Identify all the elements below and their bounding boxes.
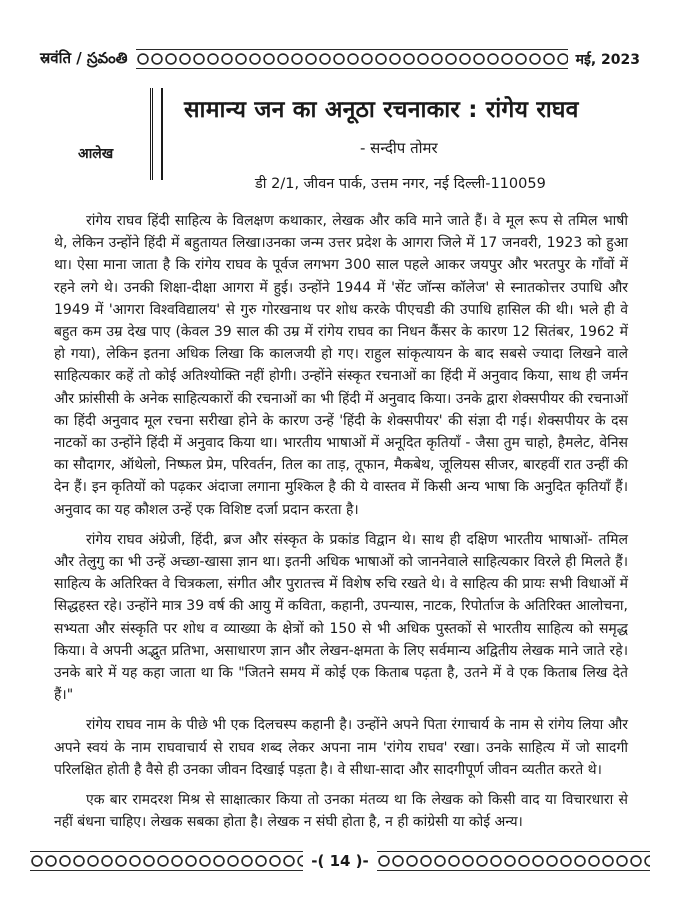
article-title: सामान्य जन का अनूठा रचनाकार : रांगेय राघव: [184, 97, 579, 123]
paragraph: रांगेय राघव अंग्रेजी, हिंदी, ब्रज और संस्कृत के प्रकांड विद्वान थे। साथ ही दक्षिण भारतीय भाषाओं- तमिल और तेलुगु का भी उन्हें अच्छा-खासा ज्ञान था। इतनी अधिक भाषाओं को जाननेवाले साहित्यकार विरले ही मिलते हैं। साहित्य के अतिरिक्त वे चित्रकला, संगीत और पुरातत्त्व में विशेष रुचि रखते थे। वे साहित्य की प्रायः सभी विधाओं में सिद्धहस्त रहे। उन्होंने मात्र 39 वर्ष की आयु में कविता, कहानी, उपन्यास, नाटक, रिपोर्ताज के अतिरिक्त आलोचना, सभ्यता और संस्कृति पर शोध व व्याख्या के क्षेत्रों को 150 से भी अधिक पुस्तकों से भारतीय साहित्य को समृद्ध किया। वे अपनी अद्भुत प्रतिभा, असाधारण ज्ञान और लेखन-क्षमता के लिए सर्वमान्य अद्वितीय लेखक माने जाते रहे। उनके बारे में यह कहा जाता था कि "जितने समय में कोई एक किताब पढ़ता है, उतने में वे एक किताब लिख देते हैं।": [54, 531, 628, 704]
decorative-border: [377, 851, 650, 871]
page-number: -( 14 )-: [311, 852, 369, 870]
page-footer: [30, 850, 650, 872]
author-address: डी 2/1, जीवन पार्क, उत्तम नगर, नई दिल्ली-110059: [255, 176, 546, 192]
decorative-border: [30, 851, 303, 871]
paragraph: रांगेय राघव हिंदी साहित्य के विलक्षण कथाकार, लेखक और कवि माने जाते हैं। वे मूल रूप से तमिल भाषी थे, लेकिन उन्होंने हिंदी में बहुतायत लिखा।उनका जन्म उत्तर प्रदेश के आगरा जिले में 17 जनवरी, 1923 को हुआ था। ऐसा माना जाता है कि रांगेय राघव के पूर्वज लगभग 300 साल पहले आकर जयपुर और भरतपुर के गाँवों में रहने लगे थे। उनकी शिक्षा-दीक्षा आगरा में हुई। उन्होंने 1944 में 'सेंट जॉन्स कॉलेज' से स्नातकोत्तर उपाधि और 1949 में 'आगरा विश्वविद्यालय' से गुरु गोरखनाथ पर शोध करके पीएचडी की उपाधि हासिल की थी। भले ही वे बहुत कम उम्र देख पाए (केवल 39 साल की उम्र में रांगेय राघव का निधन कैंसर के कारण 12 सितंबर, 1962 में हो गया), लेकिन इतना अधिक लिखा कि कालजयी हो गए। राहुल सांकृत्यायन के बाद सबसे ज्यादा लिखने वाले साहित्यकार कहें तो कोई अतिश्योक्ति नहीं होगी। उन्होंने संस्कृत रचनाओं का हिंदी में अनुवाद किया, साथ ही जर्मन और फ्रांसीसी के अनेक साहित्यकारों की रचनाओं का भी हिंदी में अनुवाद किया। उनके द्वारा शेक्सपीयर की रचनाओं का हिंदी अनुवाद मूल रचना सरीखा होने के कारण उन्हें 'हिंदी के शेक्सपीयर' की संज्ञा दी गई। शेक्सपीयर के दस नाटकों का उन्होंने हिंदी में अनुवाद किया था। भारतीय भाषाओं में अनूदित कृतियाँ - जैसा तुम चाहो, हैमलेट, वेनिस का सौदागर, ऑथेलो, निष्फल प्रेम, परिवर्तन, तिल का ताड़, तूफान, मैकबेथ, जूलियस सीजर, बारहवीं रात उन्हीं की देन हैं। इन कृतियों को पढ़कर अंदाजा लगाना मुश्किल है की ये वास्तव में किसी अन्य भाषा कि अनुदित कृतियाँ हैं। अनुवाद का यह कौशल उन्हें एक विशिष्ट दर्जा प्रदान करता है।: [54, 213, 628, 518]
article-body: [54, 210, 628, 841]
decorative-border: [136, 49, 568, 69]
title-divider: [150, 88, 163, 180]
article-author: - सन्दीप तोमर: [360, 139, 438, 157]
section-label: आलेख: [78, 146, 114, 162]
paragraph: एक बार रामदरश मिश्र से साक्षात्कार किया तो उनका मंतव्य था कि लेखक को किसी वाद या विचारधारा से नहीं बंधना चाहिए। लेखक सबका होता है। लेखक न संघी होता है, न ही कांग्रेसी या कोई अन्य।: [54, 792, 628, 831]
issue-date: मई, 2023: [575, 51, 640, 68]
paragraph: रांगेय राघव नाम के पीछे भी एक दिलचस्प कहानी है। उन्होंने अपने पिता रंगाचार्य के नाम से रांगेय लिया और अपने स्वयं के नाम राघवाचार्य से राघव शब्द लेकर अपना नाम 'रांगेय राघव' रखा। उनके साहित्य में जो सादगी परिलक्षित होती है वैसे ही उनका जीवन दिखाई पड़ता है। वे सीधा-सादा और सादगीपूर्ण जीवन व्यतीत करते थे।: [54, 717, 628, 778]
page-header: [40, 46, 640, 72]
journal-name: स्रवंति / స్రవంతి: [40, 48, 128, 67]
